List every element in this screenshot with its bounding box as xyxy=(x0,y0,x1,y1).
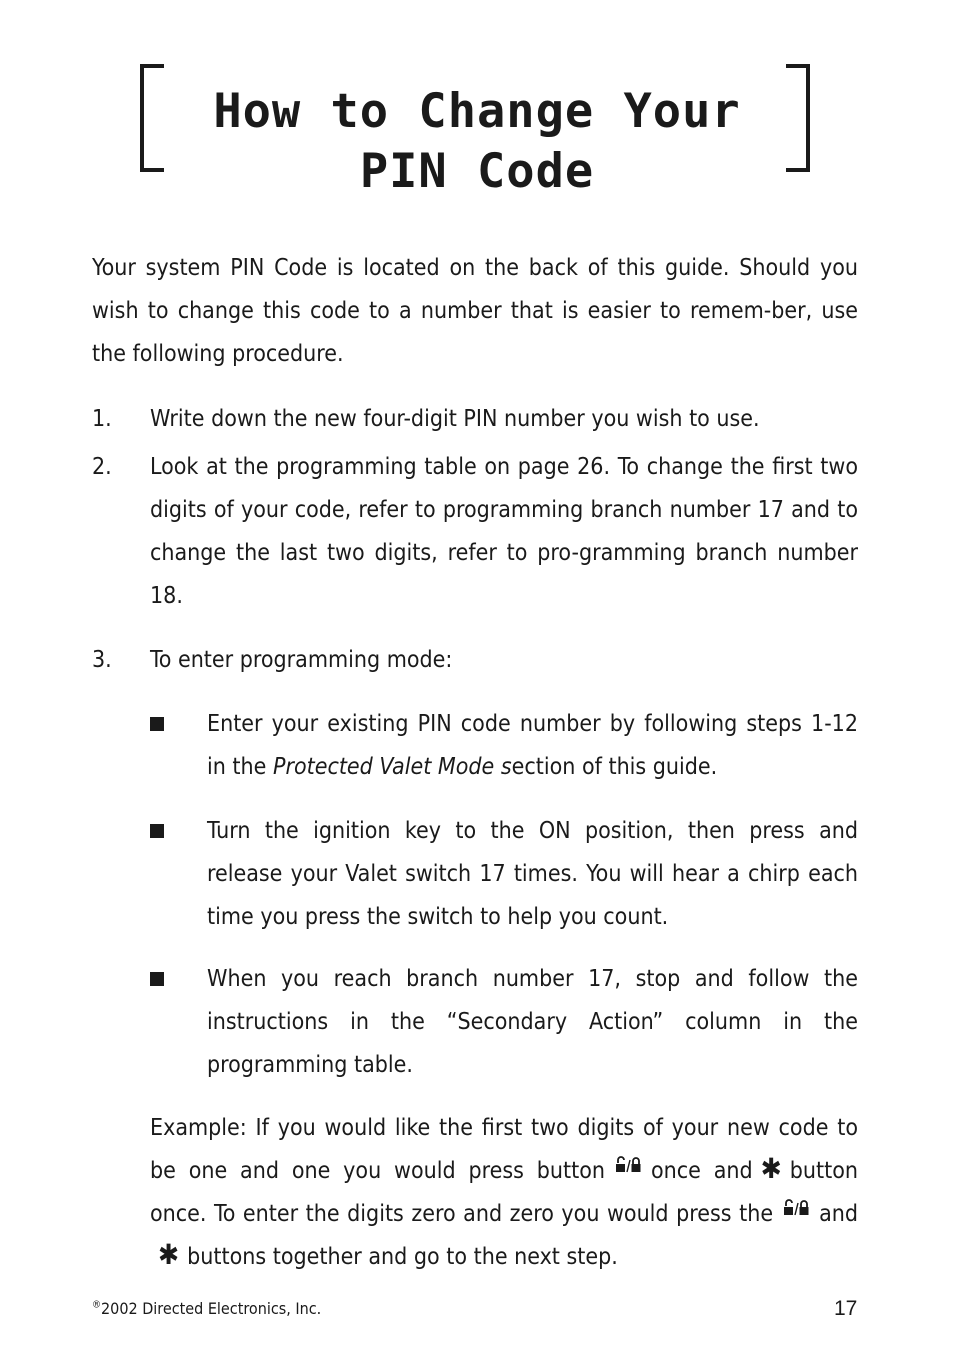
step-text: To enter programming mode: xyxy=(150,647,453,673)
bullet-text: Turn the ignition key to the ON position, then press and release your Valet switch 17 times. You will hear a chirp each time you press the switch to help you count. xyxy=(207,818,858,930)
step-3 xyxy=(92,639,858,682)
example-paragraph: Example: If you would like the first two digits of your new code to be one and one you would press button once and ✱ button once. To enter the digits zero and zero you would press the and✱ buttons together and go to the next step. xyxy=(150,1115,858,1271)
bullet-item-3 xyxy=(150,958,858,1087)
title-line-1: How to Change Your xyxy=(213,84,741,139)
asterisk-icon: ✱ xyxy=(760,1152,782,1185)
italic-section-name: Protected Valet Mode s xyxy=(272,754,512,780)
step-2 xyxy=(92,446,858,618)
step-text: Write down the new four-digit PIN number you wish to use. xyxy=(150,406,760,432)
registered-mark: ® xyxy=(92,1299,101,1311)
square-bullet-icon xyxy=(150,972,164,986)
lock-unlock-icon xyxy=(783,1190,809,1233)
bullet-item-2 xyxy=(150,810,858,939)
square-bullet-icon xyxy=(150,824,164,838)
bullet-text: When you reach branch number 17, stop and follow the instructions in the “Secondary Action” column in the programming table. xyxy=(207,966,858,1078)
lock-unlock-icon xyxy=(615,1147,641,1190)
step-text: Look at the programming table on page 26. To change the first two digits of your code, refer to programming branch number 17 and to change the last two digits, refer to pro-gramming branch number 18. xyxy=(150,454,858,609)
copyright-text: 2002 Directed Electronics, Inc. xyxy=(101,1299,322,1318)
page-title xyxy=(150,82,804,202)
bullet-item-1 xyxy=(150,703,858,789)
intro-paragraph: Your system PIN Code is located on the back of this guide. Should you wish to change this code to a number that is easier to remem-ber, use the following procedure. xyxy=(92,255,858,367)
copyright-notice xyxy=(92,1299,321,1318)
step-number: 2. xyxy=(92,454,112,480)
step-number: 1. xyxy=(92,406,112,432)
asterisk-icon: ✱ xyxy=(158,1238,180,1271)
square-bullet-icon xyxy=(150,717,164,731)
step-1 xyxy=(92,398,858,441)
title-line-2: PIN Code xyxy=(359,144,595,199)
step-number: 3. xyxy=(92,647,112,673)
bullet-text: Enter your existing PIN code number by following steps 1-12 in the Protected Valet Mode section of this guide. xyxy=(207,711,858,780)
page-number: 17 xyxy=(834,1297,858,1320)
